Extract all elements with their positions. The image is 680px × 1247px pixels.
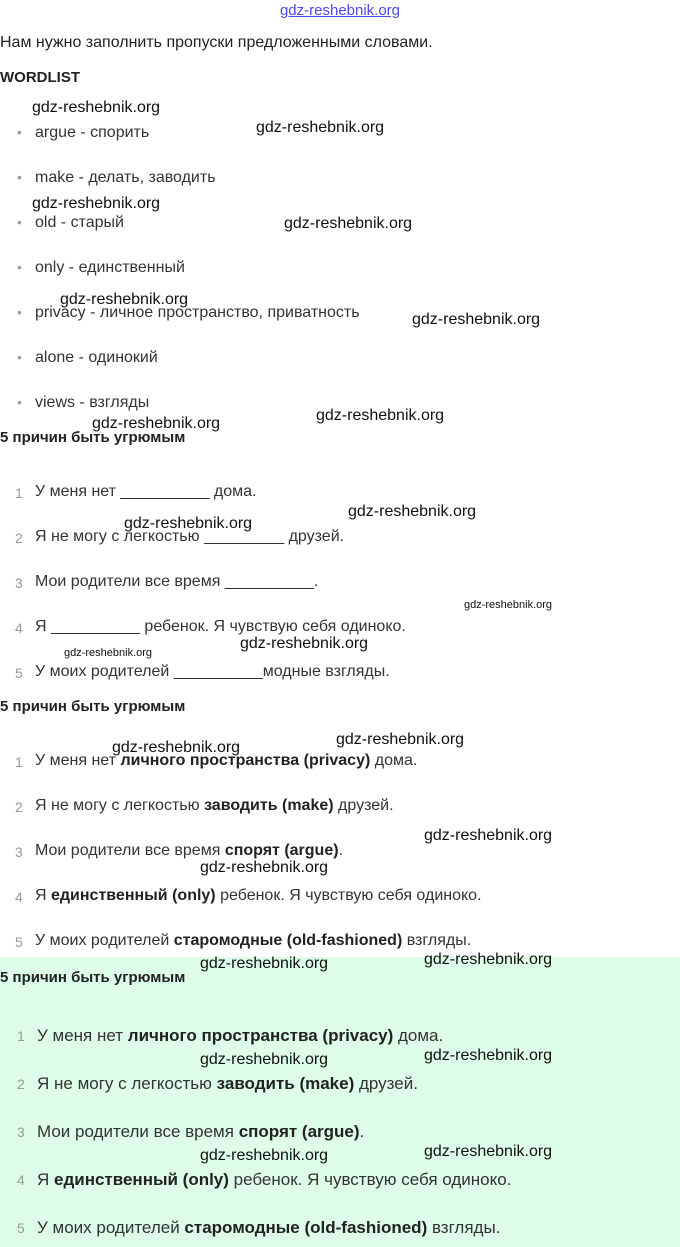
row-number: 1 [15, 754, 23, 770]
row-number: 3 [15, 575, 23, 591]
section-title: 5 причин быть угрюмым [0, 969, 186, 986]
intro-text: Нам нужно заполнить пропуски предложенными словами. [0, 34, 433, 51]
row-number: 4 [15, 889, 23, 905]
wordlist-item-text: privacy - личное пространство, приватность [35, 304, 360, 321]
watermark: gdz-reshebnik.org [348, 503, 477, 520]
row-number: 3 [17, 1124, 25, 1140]
watermark: gdz-reshebnik.org [200, 1051, 329, 1068]
watermark: gdz-reshebnik.org [200, 955, 329, 972]
row-number: 5 [15, 934, 23, 950]
watermark: gdz-reshebnik.org [424, 1143, 553, 1160]
watermark: gdz-reshebnik.org [336, 731, 465, 748]
row-number: 1 [15, 485, 23, 501]
wordlist-title: WORDLIST [0, 69, 80, 86]
row-number: 5 [15, 665, 23, 681]
task-sentence: Я не могу с легкостью _________ друзей. [35, 528, 345, 545]
answer-word: единственный (only) [51, 887, 216, 904]
row-number: 1 [17, 1028, 25, 1044]
watermark: gdz-reshebnik.org [32, 195, 161, 212]
answer-sentence: Мои родители все время спорят (argue). [35, 842, 344, 859]
row-number: 3 [15, 844, 23, 860]
watermark: gdz-reshebnik.org [200, 859, 329, 876]
task-sentence: У меня нет __________ дома. [35, 483, 257, 500]
watermark: gdz-reshebnik.org [60, 291, 189, 308]
watermark: gdz-reshebnik.org [64, 647, 153, 659]
row-number: 5 [17, 1220, 25, 1236]
answer-word: старомодные (old-fashioned) [173, 932, 403, 949]
watermark: gdz-reshebnik.org [284, 215, 413, 232]
watermark: gdz-reshebnik.org [240, 635, 369, 652]
watermark: gdz-reshebnik.org [124, 515, 253, 532]
watermark: gdz-reshebnik.org [464, 599, 553, 611]
watermark: gdz-reshebnik.org [424, 1047, 553, 1064]
task-sentence: Я __________ ребенок. Я чувствую себя одиноко. [35, 618, 406, 635]
wordlist-item-text: make - делать, заводить [35, 169, 216, 186]
answer-sentence: Я единственный (only) ребенок. Я чувствую себя одиноко. [35, 887, 482, 904]
wordlist-item-text: views - взгляды [35, 394, 150, 411]
answer-word: спорят (argue) [238, 1122, 360, 1141]
row-number: 2 [17, 1076, 25, 1092]
task-sentence: У моих родителей __________модные взгляды. [35, 663, 390, 680]
wordlist-item-text: old - старый [35, 214, 124, 231]
task-sentence: Мои родители все время __________. [35, 573, 319, 590]
answer-sentence: У меня нет личного пространства (privacy) дома. [37, 1026, 444, 1045]
wordlist-item-text: argue - спорить [35, 124, 150, 141]
answer-word: заводить (make) [216, 1074, 355, 1093]
answer-sentence: Я не могу с легкостью заводить (make) друзей. [35, 797, 394, 814]
answer-sentence: У меня нет личного пространства (privacy) дома. [35, 752, 418, 769]
answer-word: заводить (make) [204, 797, 334, 814]
watermark: gdz-reshebnik.org [316, 407, 445, 424]
answer-word: единственный (only) [54, 1170, 229, 1189]
answer-sentence: У моих родителей старомодные (old-fashioned) взгляды. [37, 1218, 501, 1237]
row-number: 4 [15, 620, 23, 636]
section-title: 5 причин быть угрюмым [0, 698, 186, 715]
highlighted-answer-panel [0, 957, 680, 1247]
site-header-link[interactable]: gdz-reshebnik.org [279, 2, 401, 19]
watermark: gdz-reshebnik.org [200, 1147, 329, 1164]
watermark: gdz-reshebnik.org [256, 119, 385, 136]
watermark: gdz-reshebnik.org [424, 951, 553, 968]
answer-sentence: У моих родителей старомодные (old-fashioned) взгляды. [35, 932, 472, 949]
row-number: 4 [17, 1172, 25, 1188]
watermark: gdz-reshebnik.org [92, 415, 221, 432]
wordlist-item-text: only - единственный [35, 259, 185, 276]
watermark: gdz-reshebnik.org [412, 311, 541, 328]
answer-word: личного пространства (privacy) [120, 752, 371, 769]
watermark: gdz-reshebnik.org [424, 827, 553, 844]
answer-word: старомодные (old-fashioned) [184, 1218, 428, 1237]
answer-sentence: Я не могу с легкостью заводить (make) друзей. [37, 1074, 418, 1093]
wordlist-item-text: alone - одинокий [35, 349, 158, 366]
answer-word: спорят (argue) [224, 842, 339, 859]
answer-sentence: Мои родители все время спорят (argue). [37, 1122, 365, 1141]
answer-sentence: Я единственный (only) ребенок. Я чувствую себя одиноко. [37, 1170, 512, 1189]
watermark: gdz-reshebnik.org [32, 99, 161, 116]
section-title: 5 причин быть угрюмым [0, 429, 186, 446]
row-number: 2 [15, 530, 23, 546]
row-number: 2 [15, 799, 23, 815]
watermark: gdz-reshebnik.org [112, 739, 241, 756]
answer-word: личного пространства (privacy) [127, 1026, 394, 1045]
